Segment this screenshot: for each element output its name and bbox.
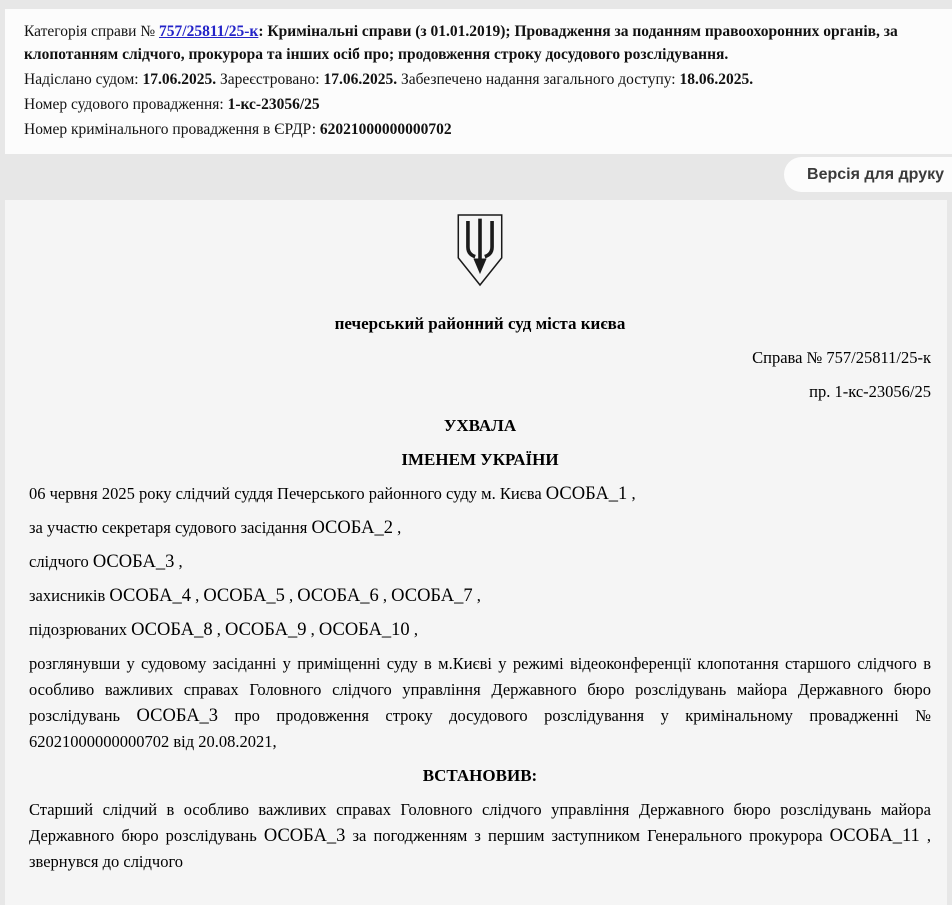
erdr-line (24, 118, 932, 141)
toolbar-band (0, 154, 952, 200)
doc-heading: ВСТАНОВИВ: (422, 766, 538, 785)
court-proceeding-value: 1-кс-23056/25 (227, 96, 320, 113)
person-ref: ОСОБА_3 (136, 706, 219, 726)
person-ref: ОСОБА_4 (109, 586, 191, 606)
person-ref: ОСОБА_2 (311, 518, 393, 538)
person-ref: ОСОБА_11 (829, 826, 920, 846)
court-proceeding-line (24, 93, 932, 116)
category-value: Кримінальні справи (з 01.01.2019); Провадження за поданням правоохоронних органів, за клопотанням слідчого, прокурора та інших осіб про; продовження строку досудового розслідування. (24, 23, 898, 63)
emblem-container (29, 212, 931, 296)
doc-paragraph: підозрюваних ОСОБА_8 , ОСОБА_9 , ОСОБА_10 , (29, 620, 418, 640)
doc-paragraph: за участю секретаря судового засідання ОСОБА_2 , (29, 518, 402, 538)
case-number-line: Справа № 757/25811/25-к (752, 348, 931, 367)
colon-separator: : (258, 23, 264, 40)
registered-label: Зареєстровано: (219, 71, 320, 88)
doc-paragraph: 06 червня 2025 року слідчий суддя Печерського районного суду м. Києва ОСОБА_1 , (29, 484, 636, 504)
doc-heading: ІМЕНЕМ УКРАЇНИ (401, 450, 559, 469)
doc-heading: УХВАЛА (443, 416, 517, 435)
person-ref: ОСОБА_8 (131, 620, 213, 640)
erdr-value: 62021000000000702 (319, 121, 452, 138)
document-blocks (29, 413, 931, 875)
dates-line (24, 68, 932, 91)
registered-date: 17.06.2025. (323, 71, 398, 88)
print-version-button[interactable]: Версія для друку (784, 157, 952, 192)
person-ref: ОСОБА_7 (391, 586, 473, 606)
access-date: 18.06.2025. (679, 71, 754, 88)
person-ref: ОСОБА_3 (263, 826, 346, 846)
person-ref: ОСОБА_1 (545, 484, 628, 504)
person-ref: ОСОБА_10 (318, 620, 410, 640)
doc-paragraph: Старший слідчий в особливо важливих справах Головного слідчого управління Державного бюро розслідувань майора Державного бюро розслідувань ОСОБА_3 за погодженням з першим заступником Генерального прокурора ОСОБА_11 , звернувся до слідчого (29, 800, 932, 871)
case-metadata-header (5, 9, 952, 154)
person-ref: ОСОБА_6 (297, 586, 379, 606)
case-number-link[interactable]: 757/25811/25-к (159, 23, 259, 40)
sent-label: Надіслано судом: (24, 71, 139, 88)
person-ref: ОСОБА_3 (92, 552, 175, 572)
person-ref: ОСОБА_9 (225, 620, 307, 640)
doc-paragraph: захисників ОСОБА_4 , ОСОБА_5 , ОСОБА_6 , ОСОБА_7 , (29, 586, 481, 606)
court-proceeding-label: Номер судового провадження: (24, 96, 224, 113)
court-registry-page (0, 9, 952, 871)
ukraine-trident-icon (449, 273, 511, 292)
person-ref: ОСОБА_5 (203, 586, 285, 606)
proceeding-number-line: пр. 1-кс-23056/25 (809, 382, 931, 401)
court-decision-document (5, 200, 947, 905)
doc-paragraph: слідчого ОСОБА_3 , (29, 552, 183, 572)
category-label: Категорія справи № (24, 23, 156, 40)
case-category-line (24, 20, 932, 66)
sent-date: 17.06.2025. (142, 71, 217, 88)
access-label: Забезпечено надання загального доступу: (400, 71, 676, 88)
court-name: печерський районний суд міста києва (334, 314, 626, 333)
doc-paragraph: розглянувши у судовому засіданні у приміщенні суду в м.Києві у режимі відеоконференції клопотання старшого слідчого в особливо важливих справах Головного слідчого управління Державного бюро розслідувань майора Державного бюро розслідувань ОСОБА_3 про продовження строку досудового розслідування у кримінальному провадженні № 62021000000000702 від 20.08.2021, (29, 654, 931, 751)
erdr-label: Номер кримінального провадження в ЄРДР: (24, 121, 317, 138)
